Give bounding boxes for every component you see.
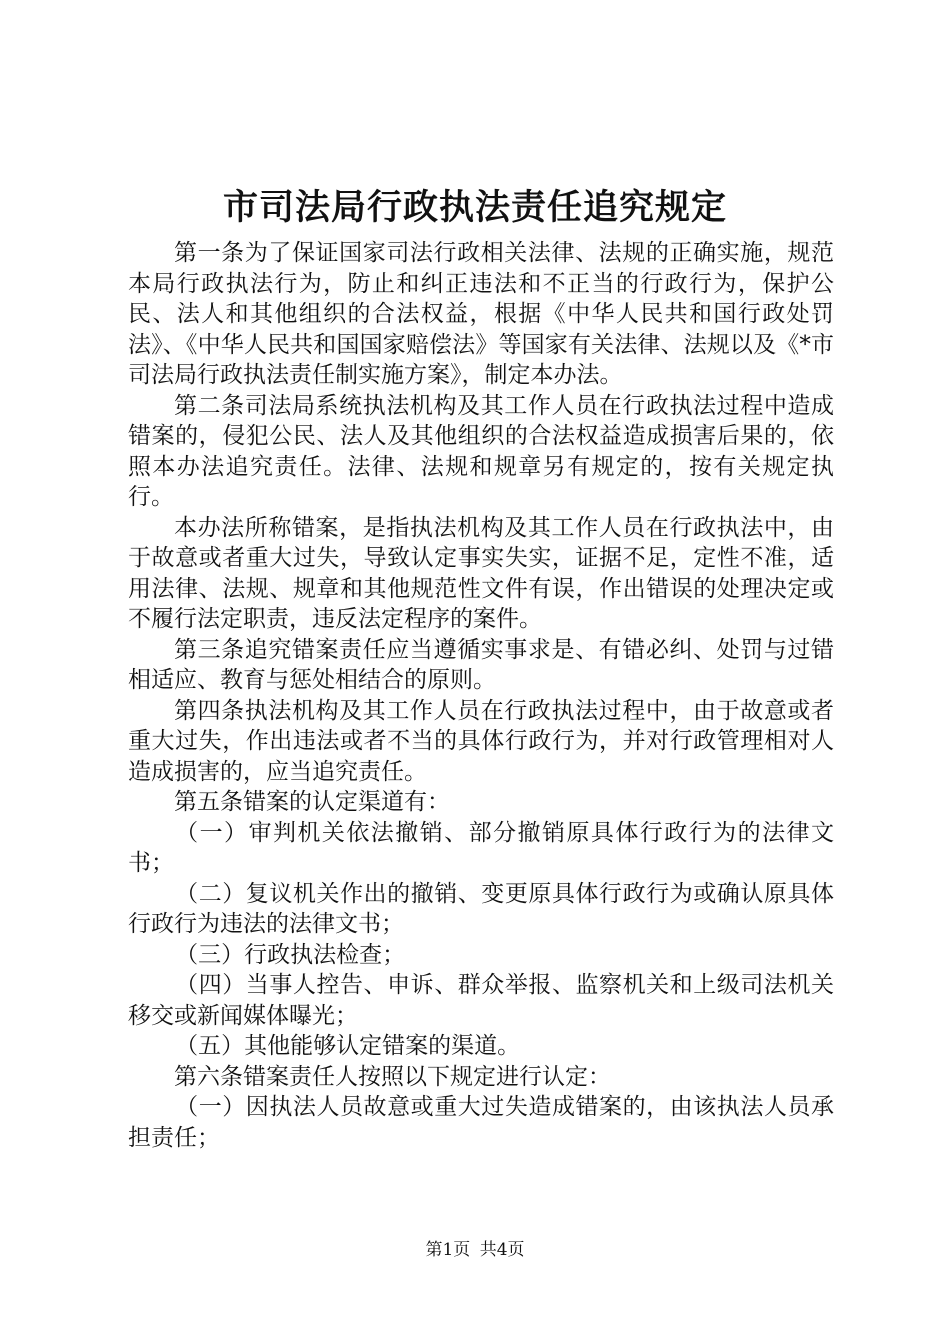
paragraph-article-2: 第二条司法局系统执法机构及其工作人员在行政执法过程中造成错案的，侵犯公民、法人及其他组织的合法权益造成损害后果的，依照本办法追究责任。法律、法规和规章另有规定的，按有关规定执行。 xyxy=(128,392,834,510)
document-body xyxy=(128,238,834,1153)
list-item-5-5: （五）其他能够认定错案的渠道。 xyxy=(175,1033,521,1059)
paragraph-article-1: 第一条为了保证国家司法行政相关法律、法规的正确实施，规范本局行政执法行为，防止和纠正违法和不正当的行政行为，保护公民、法人和其他组织的合法权益，根据《中华人民共和国行政处罚法》、《中华人民共和国国家赔偿法》等国家有关法律、法规以及《*市司法局行政执法责任制实施方案》，制定本办法。 xyxy=(128,240,834,388)
paragraph-article-3: 第三条追究错案责任应当遵循实事求是、有错必纠、处罚与过错相适应、教育与惩处相结合的原则。 xyxy=(128,636,834,693)
list-item-6-1: （一）因执法人员故意或重大过失造成错案的，由该执法人员承担责任； xyxy=(128,1094,834,1151)
paragraph-definition: 本办法所称错案，是指执法机构及其工作人员在行政执法中，由于故意或者重大过失，导致认定事实失实，证据不足，定性不准，适用法律、法规、规章和其他规范性文件有误，作出错误的处理决定或不履行法定职责，违反法定程序的案件。 xyxy=(128,514,834,632)
list-item-5-1: （一）审判机关依法撤销、部分撤销原具体行政行为的法律文书； xyxy=(128,819,834,876)
page-footer xyxy=(0,1238,950,1262)
paragraph-article-5: 第五条错案的认定渠道有： xyxy=(174,789,450,815)
paragraph-article-6: 第六条错案责任人按照以下规定进行认定： xyxy=(174,1063,611,1090)
document-title: 市司法局行政执法责任追究规定 xyxy=(222,187,727,228)
list-item-5-4: （四）当事人控告、申诉、群众举报、监察机关和上级司法机关移交或新闻媒体曝光； xyxy=(128,972,834,1029)
paragraph-article-4: 第四条执法机构及其工作人员在行政执法过程中，由于故意或者重大过失，作出违法或者不当的具体行政行为，并对行政管理相对人造成损害的，应当追究责任。 xyxy=(128,697,834,785)
list-item-5-3: （三）行政执法检查； xyxy=(175,941,406,968)
page-number-current: 第1页 xyxy=(425,1240,471,1260)
page-number-total: 共4页 xyxy=(479,1240,525,1260)
list-item-5-2: （二）复议机关作出的撤销、变更原具体行政行为或确认原具体行政行为违法的法律文书； xyxy=(128,880,834,937)
